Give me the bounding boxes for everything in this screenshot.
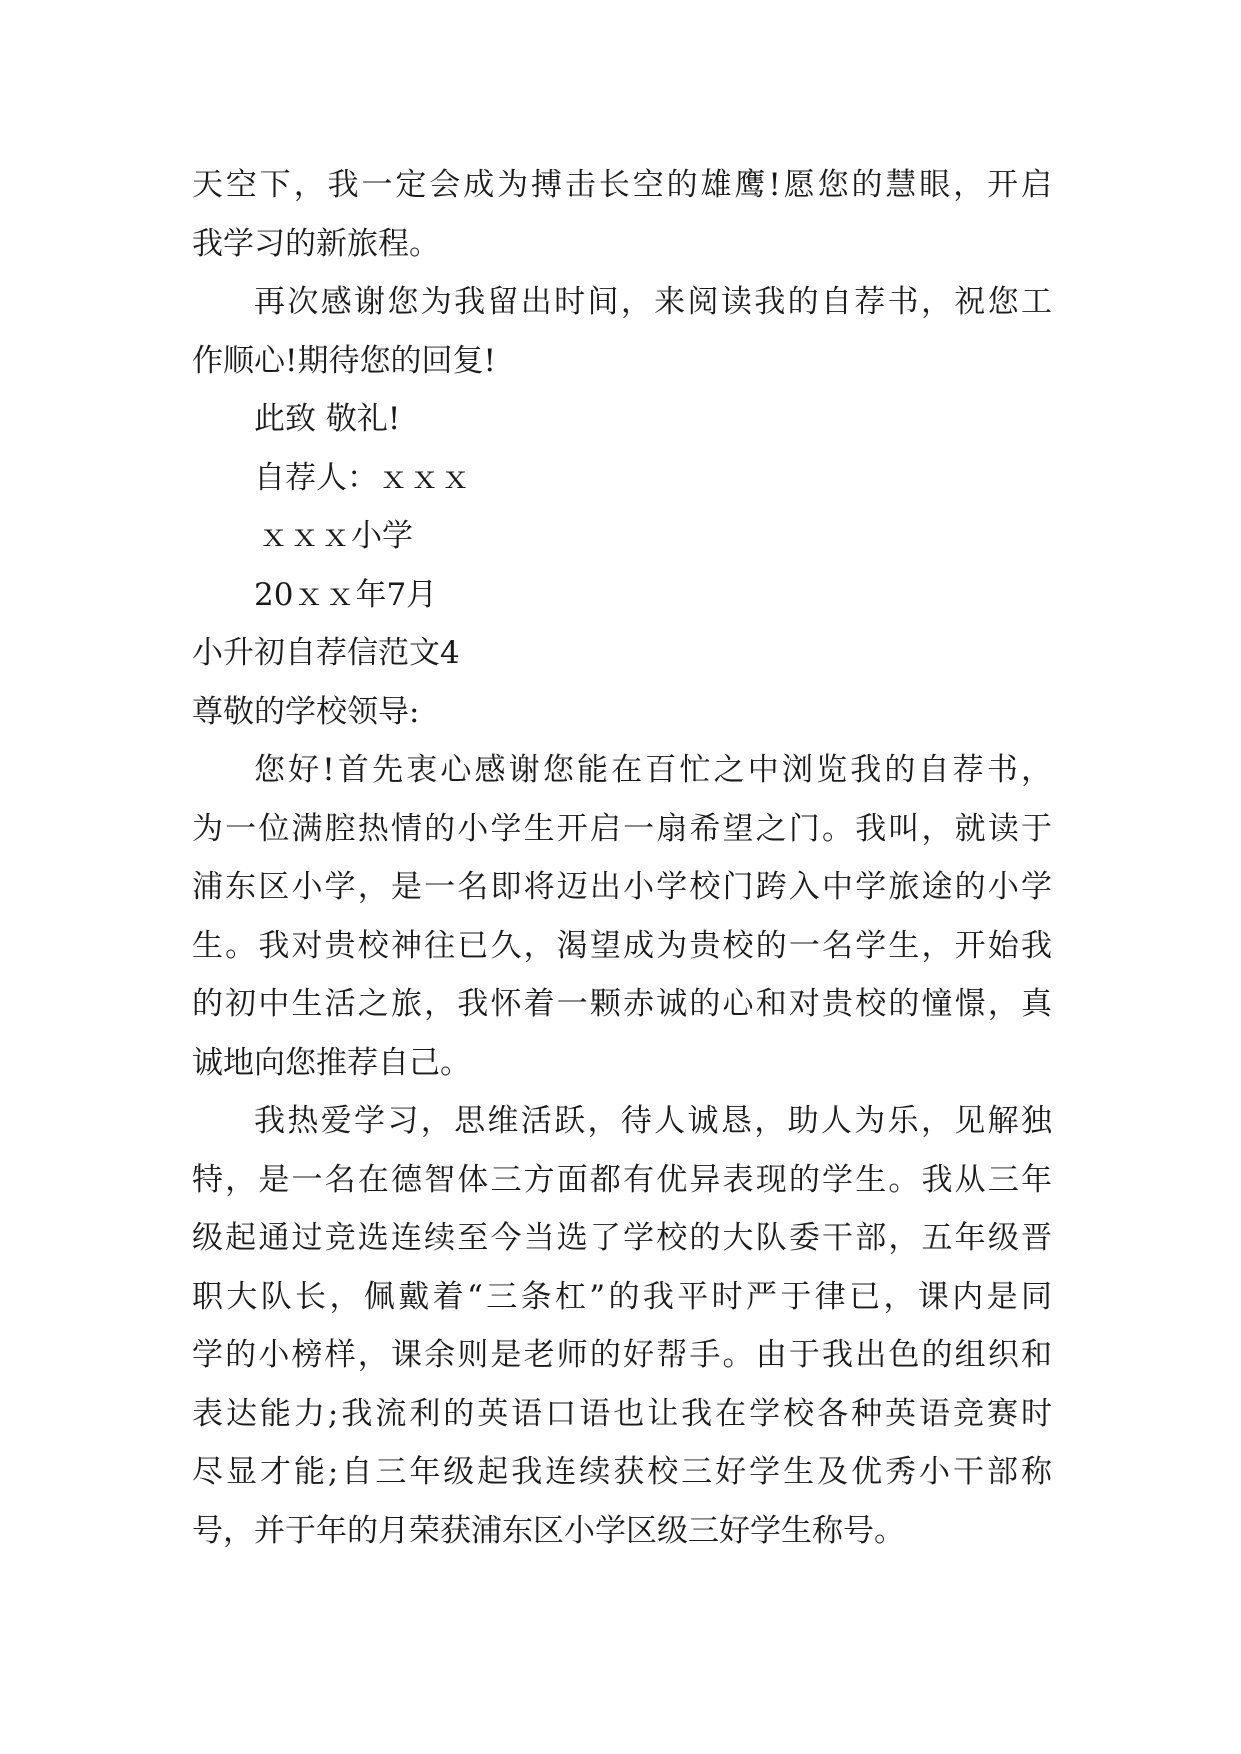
text-line: 特，是一名在德智体三方面都有优异表现的学生。我从三年 (192, 1162, 1052, 1198)
text-line: 作顺心!期待您的回复! (192, 343, 496, 379)
text-line: 生。我对贵校神往已久，渴望成为贵校的一名学生，开始我 (192, 928, 1052, 964)
text-line: 的初中生活之旅，我怀着一颗赤诚的心和对贵校的憧憬，真 (192, 986, 1052, 1022)
signature-school: ｘｘｘ小学 (258, 518, 413, 554)
text-line: 您好!首先衷心感谢您能在百忙之中浏览我的自荐书， (254, 752, 1052, 788)
signature-date: 20ｘｘ年7月 (254, 577, 438, 613)
text-line: 再次感谢您为我留出时间，来阅读我的自荐书，祝您工 (254, 284, 1052, 320)
text-line: 诚地向您推荐自己。 (192, 1045, 471, 1081)
section-title: 小升初自荐信范文4 (192, 635, 460, 671)
text-line: 我学习的新旅程。 (192, 226, 440, 262)
text-line: 浦东区小学，是一名即将迈出小学校门跨入中学旅途的小学 (192, 869, 1052, 905)
text-line: 天空下，我一定会成为搏击长空的雄鹰!愿您的慧眼，开启 (192, 167, 1052, 203)
text-line: 我热爱学习，思维活跃，待人诚恳，助人为乐，见解独 (254, 1103, 1052, 1139)
closing-salutation: 此致 敬礼! (254, 401, 401, 437)
text-line: 为一位满腔热情的小学生开启一扇希望之门。我叫，就读于 (192, 811, 1052, 847)
text-line: 表达能力;我流利的英语口语也让我在学校各种英语竞赛时 (192, 1396, 1052, 1432)
text-line: 职大队长，佩戴着“三条杠”的我平时严于律已，课内是同 (192, 1279, 1052, 1315)
text-line: 号，并于年的月荣获浦东区小学区级三好学生称号。 (192, 1513, 905, 1549)
signature-name: 自荐人：ｘｘｘ (254, 460, 471, 496)
text-line: 级起通过竞选连续至今当选了学校的大队委干部，五年级晋 (192, 1220, 1052, 1256)
text-line: 学的小榜样，课余则是老师的好帮手。由于我出色的组织和 (192, 1337, 1052, 1373)
text-line: 尽显才能;自三年级起我连续获校三好学生及优秀小干部称 (192, 1454, 1052, 1490)
greeting: 尊敬的学校领导: (192, 694, 420, 730)
